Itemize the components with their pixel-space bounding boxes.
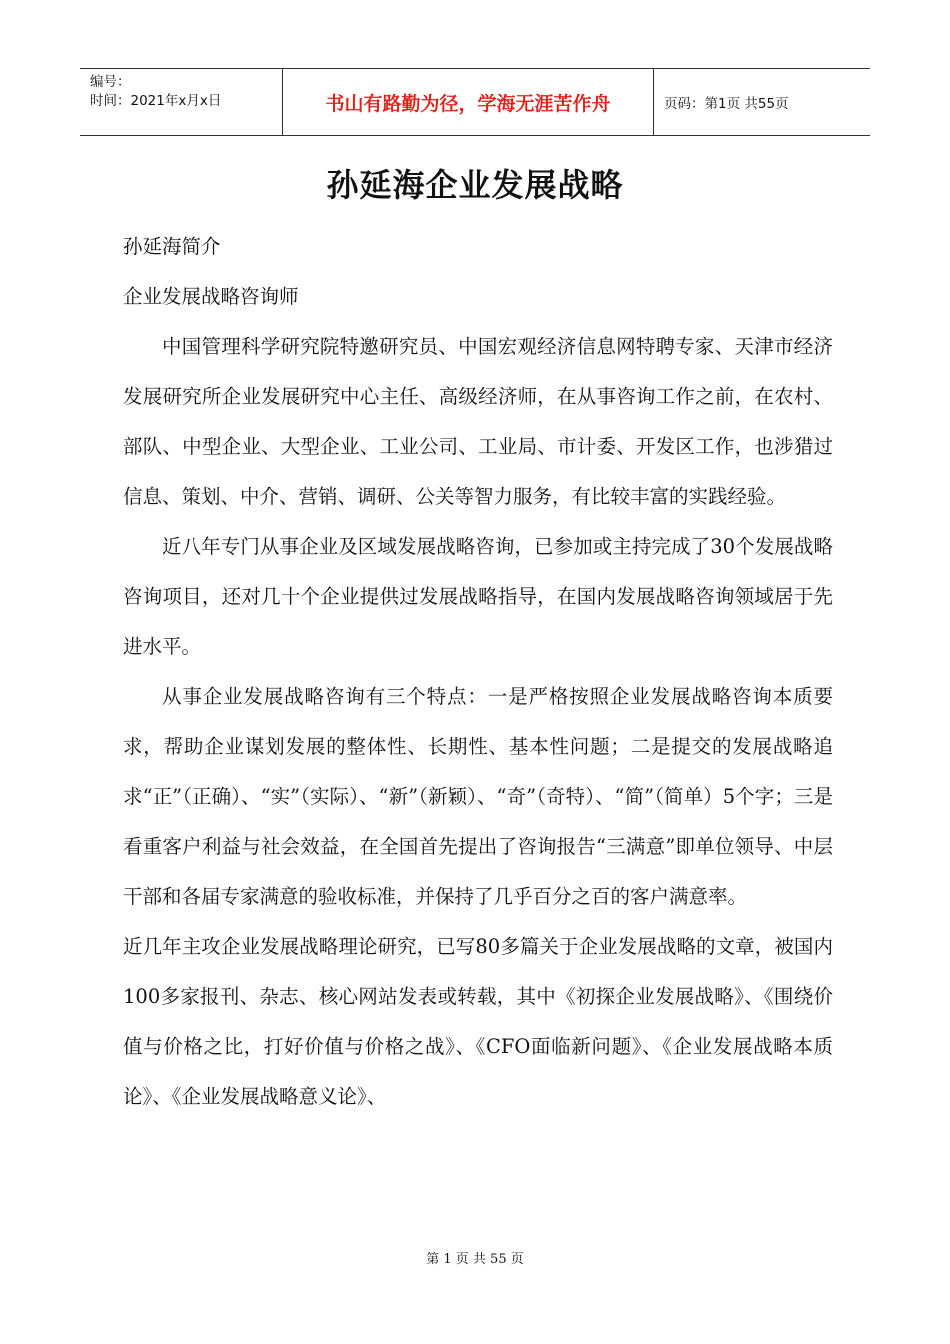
document-title: 孙延海企业发展战略: [326, 166, 624, 204]
document-body: [123, 222, 833, 1122]
page-header: [80, 68, 870, 136]
intro-heading: 孙延海简介: [123, 235, 221, 258]
body-paragraph: 从事企业发展战略咨询有三个特点：一是严格按照企业发展战略咨询本质要求，帮助企业谋划发展的整体性、长期性、基本性问题；二是提交的发展战略追求“正”（正确）、“实”（实际）、“新”（新颖）、“奇”（奇特）、“简”（简单）5个字；三是看重客户利益与社会效益，在全国首先提出了咨询报告“三满意”即单位领导、中层干部和各届专家满意的验收标准，并保持了几乎百分之百的客户满意率。: [123, 685, 833, 908]
header-time-label: 时间：2021年x月x日: [90, 93, 222, 109]
header-page-info: 页码：第1页 共55页: [664, 96, 789, 112]
role-line: 企业发展战略咨询师: [123, 285, 299, 308]
body-paragraph: 近八年专门从事企业及区域发展战略咨询，已参加或主持完成了30个发展战略咨询项目，还对几十个企业提供过发展战略指导，在国内发展战略咨询领域居于先进水平。: [123, 535, 833, 658]
page-footer: 第 1 页 共 55 页: [426, 1252, 524, 1267]
body-paragraph: 中国管理科学研究院特邀研究员、中国宏观经济信息网特聘专家、天津市经济发展研究所企业发展研究中心主任、高级经济师，在从事咨询工作之前，在农村、部队、中型企业、大型企业、工业公司、工业局、市计委、开发区工作，也涉猎过信息、策划、中介、营销、调研、公关等智力服务，有比较丰富的实践经验。: [123, 335, 833, 508]
header-meta: [80, 69, 282, 135]
body-paragraph: 近几年主攻企业发展战略理论研究，已写80多篇关于企业发展战略的文章，被国内100多家报刊、杂志、核心网站发表或转载，其中《初探企业发展战略》、《围绕价值与价格之比，打好价值与价格之战》、《CFO面临新问题》、《企业发展战略本质论》、《企业发展战略意义论》、: [123, 935, 833, 1108]
header-number-label: 编号：: [90, 74, 131, 90]
header-motto: 书山有路勤为径，学海无涯苦作舟: [282, 69, 654, 135]
